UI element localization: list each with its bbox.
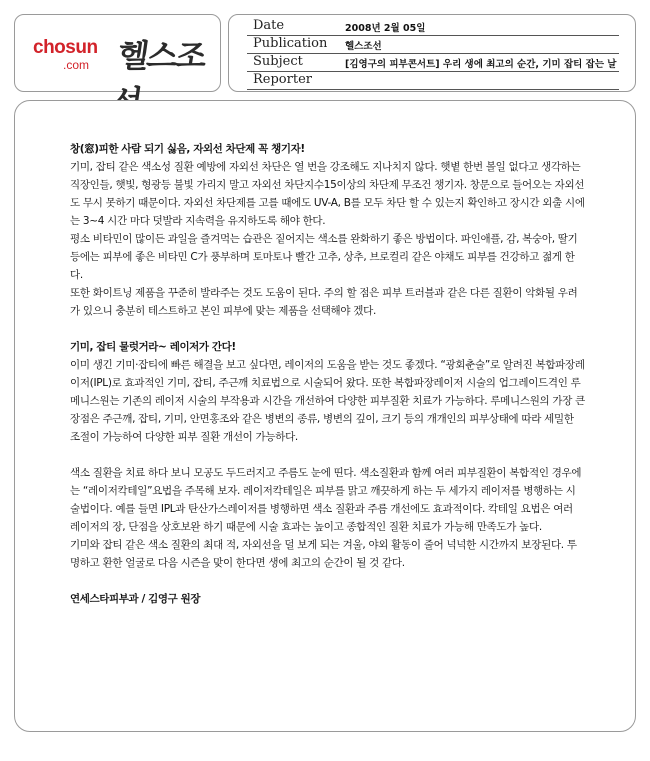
article-body xyxy=(70,140,585,608)
meta-label: Reporter xyxy=(253,72,312,87)
meta-row-date xyxy=(247,18,619,36)
section-heading: 창(窓)피한 사람 되기 싫음, 자외선 차단제 꼭 챙기자! xyxy=(70,143,305,155)
meta-row-reporter xyxy=(247,72,619,90)
spacer xyxy=(70,446,585,464)
paragraph: 색소 질환을 치료 하다 보니 모공도 두드러지고 주름도 눈에 띤다. 색소질환과 함께 여러 피부질환이 복합적인 경우에는 “레이저칵테일”요법을 주목해 보자. 레이저칵테일은 피부를 맑고 깨끗하게 하는 두 세가지 레이저를 병행하는 시술법이다. 예를 들면 IPL과 탄산가스레이저를 병행하면 색소 질환과 주름 개선에도 효과적이다. 칵테일 요법은 여러 레이저의 장, 단점을 상호보완 하기 때문에 시술 효과는 높이고 종합적인 질환 치료가 가능해 만족도가 높다. xyxy=(70,467,582,533)
meta-row-subject xyxy=(247,54,619,72)
meta-row-publication xyxy=(247,36,619,54)
health-chosun-logo: 헬스조선 xyxy=(115,37,208,75)
article-meta-box xyxy=(228,14,636,92)
author-signature: 연세스타피부과 / 김영구 원장 xyxy=(70,593,201,605)
paragraph: 이미 생긴 기미·잡티에 빠른 해결을 보고 싶다면, 레이저의 도움을 받는 것도 좋겠다. “광회춘술”로 알려진 복합파장레이저(IPL)로 효과적인 기미, 잡티, 주근깨 치료법으로 시술되어 왔다. 또한 복합파장레이저 시술의 업그레이드격인 루메니스원는 기존의 레이저 시술의 부작용과 시간을 개선하여 다양한 피부질환 치료가 가능하다. 루메니스원의 가장 큰 장점은 주근깨, 잡티, 기미, 안면홍조와 같은 병변의 종류, 병변의 깊이, 크기 등의 개개인의 피부상태에 따라 세밀한 조절이 가능하여 다양한 피부 질환 개선이 가능하다. xyxy=(70,359,585,443)
chosun-logo-text: chosun xyxy=(33,37,98,58)
chosun-logo-domain: .com xyxy=(63,58,90,72)
section-heading: 기미, 잡티 물럿거라~ 레이저가 간다! xyxy=(70,341,236,353)
paragraph: 기미와 잡티 같은 색소 질환의 최대 적, 자외선을 덜 보게 되는 겨울, 야외 활동이 줄어 넉넉한 시간까지 보장된다. 투명하고 환한 얼굴로 다음 시즌을 맞이 한다면 생에 최고의 순간이 될 것 같다. xyxy=(70,539,577,569)
paragraph: 또한 화이트닝 제품을 꾸준히 발라주는 것도 도움이 된다. 주의 할 점은 피부 트러블과 같은 다른 질환이 악화될 우려가 있으니 충분히 테스트하고 본인 피부에 맞는 제품을 선택해야 겠다. xyxy=(70,287,578,317)
spacer xyxy=(70,320,585,338)
meta-label: Date xyxy=(253,18,285,33)
spacer xyxy=(70,572,585,590)
logo-box xyxy=(14,14,221,92)
meta-value: [김영구의 피부콘서트] 우리 생에 최고의 순간, 기미 잡티 잡는 날 xyxy=(345,59,617,70)
paragraph: 평소 비타민이 많이든 과일을 즐겨먹는 습관은 짙어지는 색소를 완화하기 좋은 방법이다. 파인애플, 감, 복숭아, 딸기 등에는 피부에 좋은 비타민 C가 풍부하며 토마토나 빨간 고추, 상추, 브로컬리 같은 야채도 피부를 건강하고 젊게 한다. xyxy=(70,233,578,281)
meta-value: 2008년 2월 05일 xyxy=(345,23,426,34)
meta-label: Subject xyxy=(253,54,303,69)
meta-value: 헬스조선 xyxy=(345,41,382,52)
paragraph: 기미, 잡티 같은 색소성 질환 예방에 자외선 차단은 열 번을 강조해도 지나치지 않다. 햇볕 한번 볼일 없다고 생각하는 직장인들, 햇빛, 형광등 불빛 가리지 말고 자외선 차단지수15이상의 차단제 무조건 챙기자. 창문으로 들어오는 자외선도 무시 못하기 때문이다. 자외선 차단제를 고를 때에도 UV-A, B를 모두 차단 할 수 있는지 확인하고 장시간 외출 시에는 3~4 시간 마다 덧발라 지속력을 유지하도록 해야 한다. xyxy=(70,161,585,227)
meta-label: Publication xyxy=(253,36,328,51)
